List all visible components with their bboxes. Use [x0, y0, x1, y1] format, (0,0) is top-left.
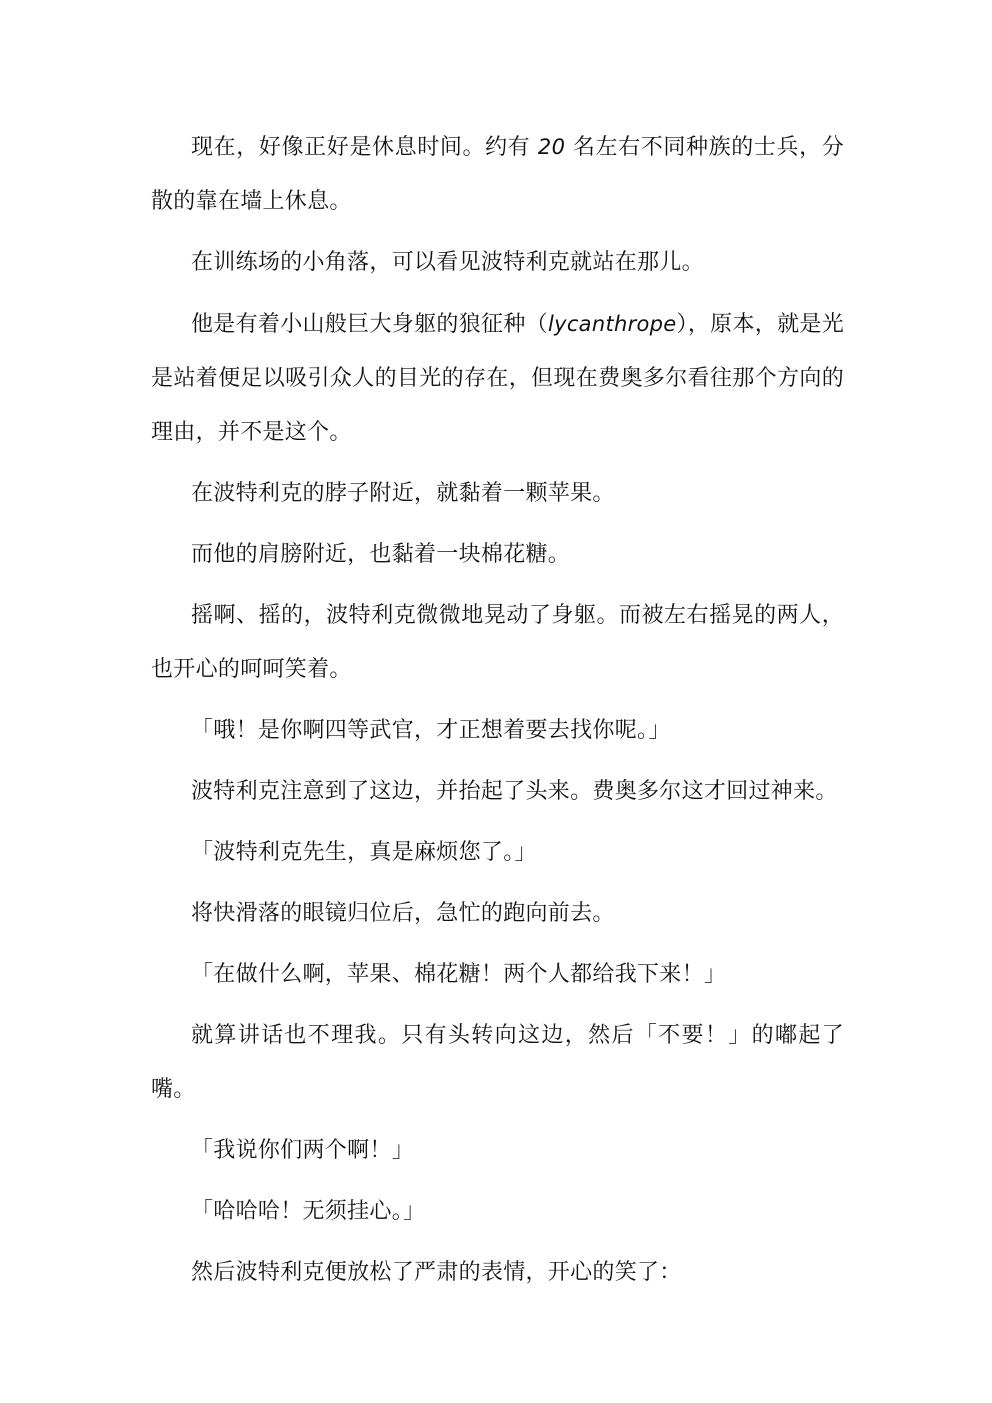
paragraph-3: 他是有着小山般巨大身躯的狼征种（lycanthrope），原本，就是光是站着便足以吸引众人的目光的存在，但现在费奥多尔看往那个方向的理由，并不是这个。	[151, 312, 844, 445]
paragraph-9: 「波特利克先生，真是麻烦您了。」	[191, 840, 537, 865]
paragraph-6: 摇啊、摇的，波特利克微微地晃动了身躯。而被左右摇晃的两人，也开心的呵呵笑着。	[151, 603, 844, 682]
paragraph-11: 「在做什么啊，苹果、棉花糖！两个人都给我下来！」	[191, 962, 727, 987]
paragraph-14: 「哈哈哈！无须挂心。」	[191, 1199, 426, 1224]
term-lycanthrope: lycanthrope	[547, 312, 677, 336]
body-text	[151, 120, 844, 1307]
paragraph-13: 「我说你们两个啊！」	[191, 1138, 415, 1163]
paragraph-4: 在波特利克的脖子附近，就黏着一颗苹果。	[191, 481, 615, 506]
paragraph-2: 在训练场的小角落，可以看见波特利克就站在那儿。	[191, 250, 704, 275]
paragraph-1: 现在，好像正好是休息时间。约有 20 名左右不同种族的士兵，分散的靠在墙上休息。	[151, 135, 844, 214]
paragraph-5: 而他的肩膀附近，也黏着一块棉花糖。	[191, 542, 571, 567]
paragraph-15: 然后波特利克便放松了严肃的表情，开心的笑了：	[191, 1260, 682, 1285]
paragraph-8: 波特利克注意到了这边，并抬起了头来。费奥多尔这才回过神来。	[191, 779, 838, 804]
paragraph-10: 将快滑落的眼镜归位后，急忙的跑向前去。	[191, 901, 615, 926]
paragraph-12: 就算讲话也不理我。只有头转向这边，然后「不要！」的嘟起了嘴。	[151, 1023, 844, 1102]
paragraph-7: 「哦！是你啊四等武官，才正想着要去找你呢。」	[191, 718, 671, 743]
number-20: 20	[537, 135, 566, 159]
